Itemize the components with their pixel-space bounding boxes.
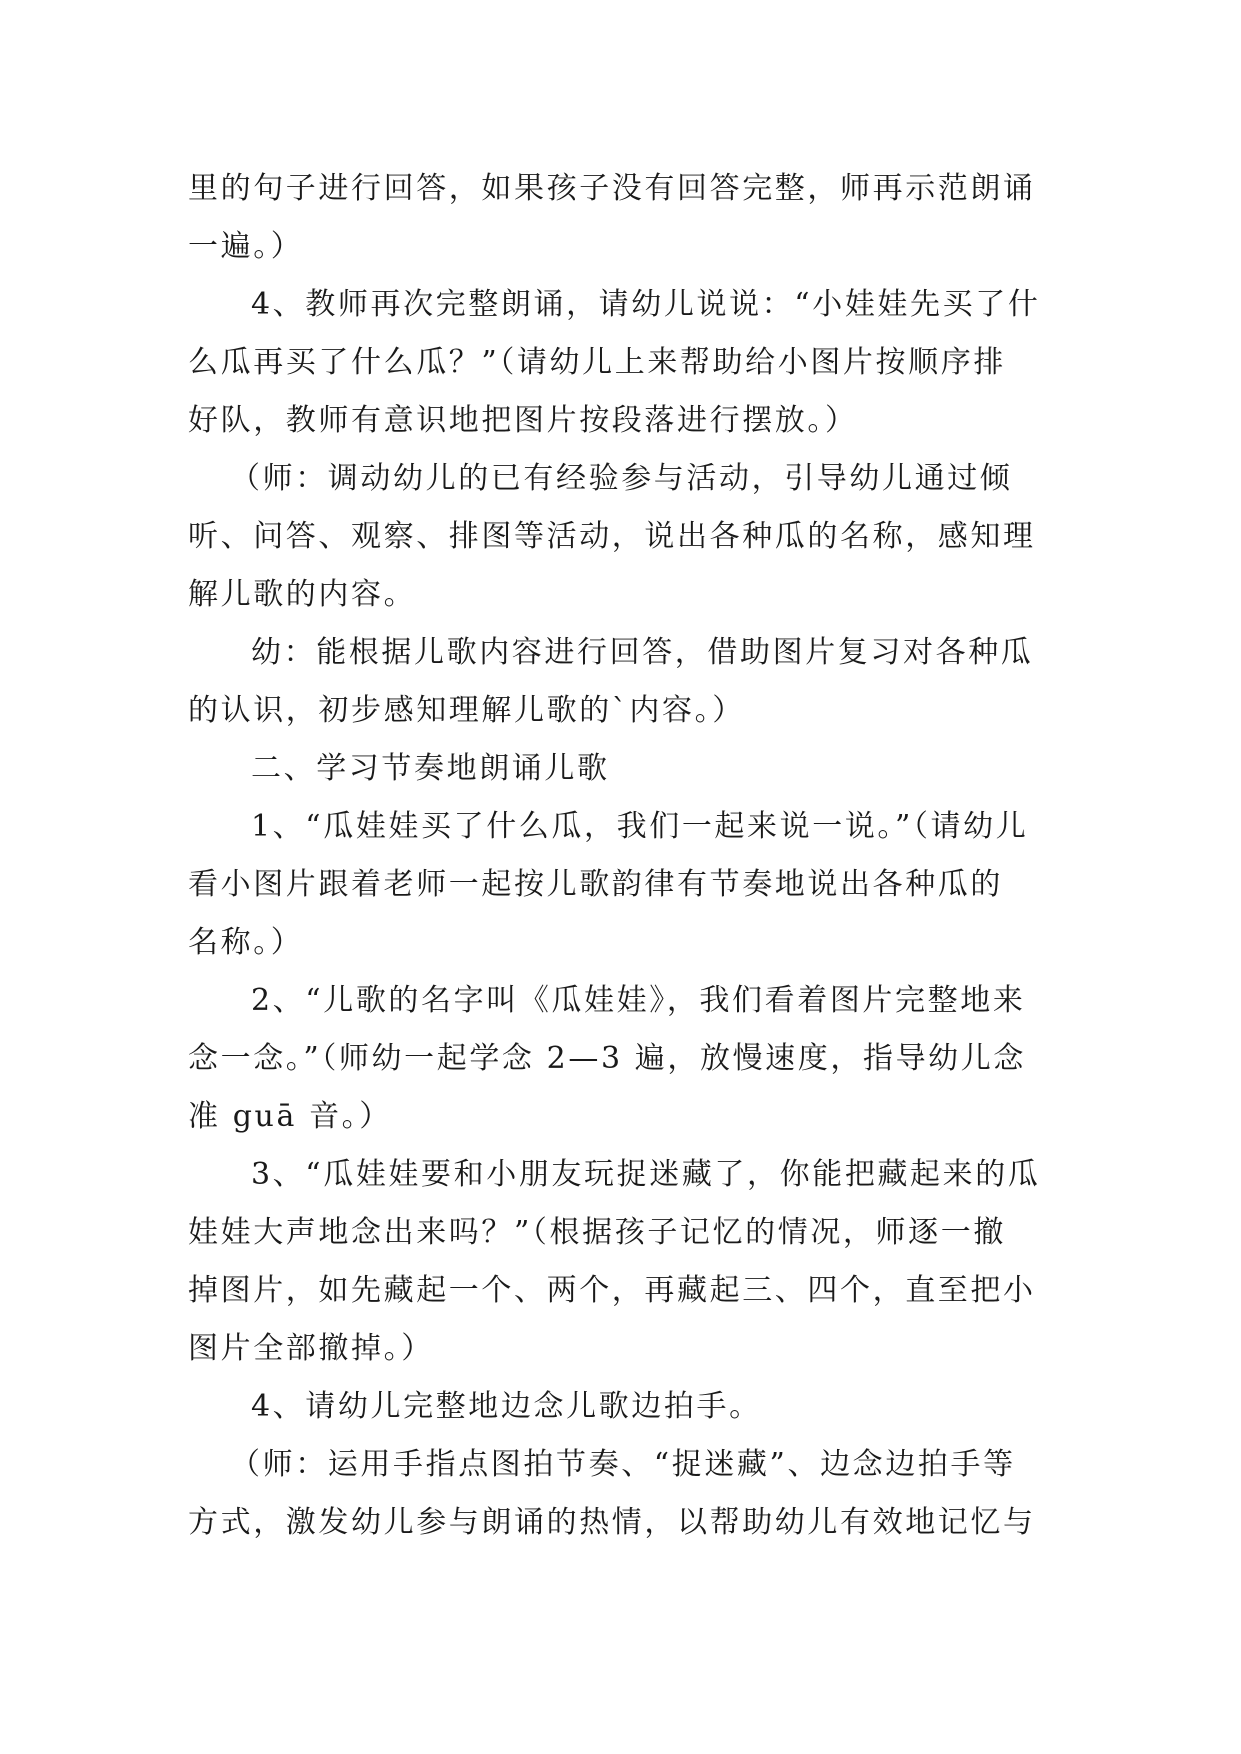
text-line: 2、“儿歌的名字叫《瓜娃娃》，我们看着图片完整地来 — [251, 983, 1026, 1018]
text-line: 好队，教师有意识地把图片按段落进行摆放。） — [188, 403, 858, 438]
document-body — [188, 160, 1053, 1552]
text-line: 掉图片，如先藏起一个、两个，再藏起三、四个，直至把小 — [188, 1273, 1036, 1308]
text-line: 里的句子进行回答，如果孩子没有回答完整，师再示范朗诵 — [188, 171, 1036, 206]
text-line: 准 guā 音。） — [188, 1099, 392, 1134]
text-line: 一遍。） — [188, 229, 304, 264]
text-line: 看小图片跟着老师一起按儿歌韵律有节奏地说出各种瓜的 — [188, 867, 1003, 902]
text-line: 么瓜再买了什么瓜？”（请幼儿上来帮助给小图片按顺序排 — [188, 345, 1006, 380]
text-line: 4、请幼儿完整地边念儿歌边拍手。 — [251, 1389, 762, 1424]
text-line: （师：调动幼儿的已有经验参与活动，引导幼儿通过倾 — [230, 461, 1013, 496]
text-line: 解儿歌的内容。 — [188, 577, 417, 612]
text-line: 娃娃大声地念出来吗？”（根据孩子记忆的情况，师逐一撤 — [188, 1215, 1006, 1250]
text-line: 听、问答、观察、排图等活动，说出各种瓜的名称，感知理 — [188, 519, 1036, 554]
text-line: 1、“瓜娃娃买了什么瓜，我们一起来说一说。”（请幼儿 — [251, 809, 1029, 844]
text-line: 3、“瓜娃娃要和小朋友玩捉迷藏了，你能把藏起来的瓜 — [251, 1157, 1041, 1192]
text-line: 方式，激发幼儿参与朗诵的热情，以帮助幼儿有效地记忆与 — [188, 1505, 1036, 1540]
text-line: 图片全部撤掉。） — [188, 1331, 434, 1366]
text-line: 4、教师再次完整朗诵，请幼儿说说：“小娃娃先买了什 — [251, 287, 1041, 322]
text-line: （师：运用手指点图拍节奏、“捉迷藏”、边念边拍手等 — [230, 1447, 1016, 1482]
text-line: 念一念。”（师幼一起学念 2—3 遍，放慢速度，指导幼儿念 — [188, 1041, 1026, 1076]
text-line: 的认识，初步感知理解儿歌的`内容。） — [188, 693, 745, 728]
text-line: 幼：能根据儿歌内容进行回答，借助图片复习对各种瓜 — [251, 635, 1034, 670]
text-line: 名称。） — [188, 925, 304, 960]
section-heading: 二、学习节奏地朗诵儿歌 — [251, 751, 610, 786]
